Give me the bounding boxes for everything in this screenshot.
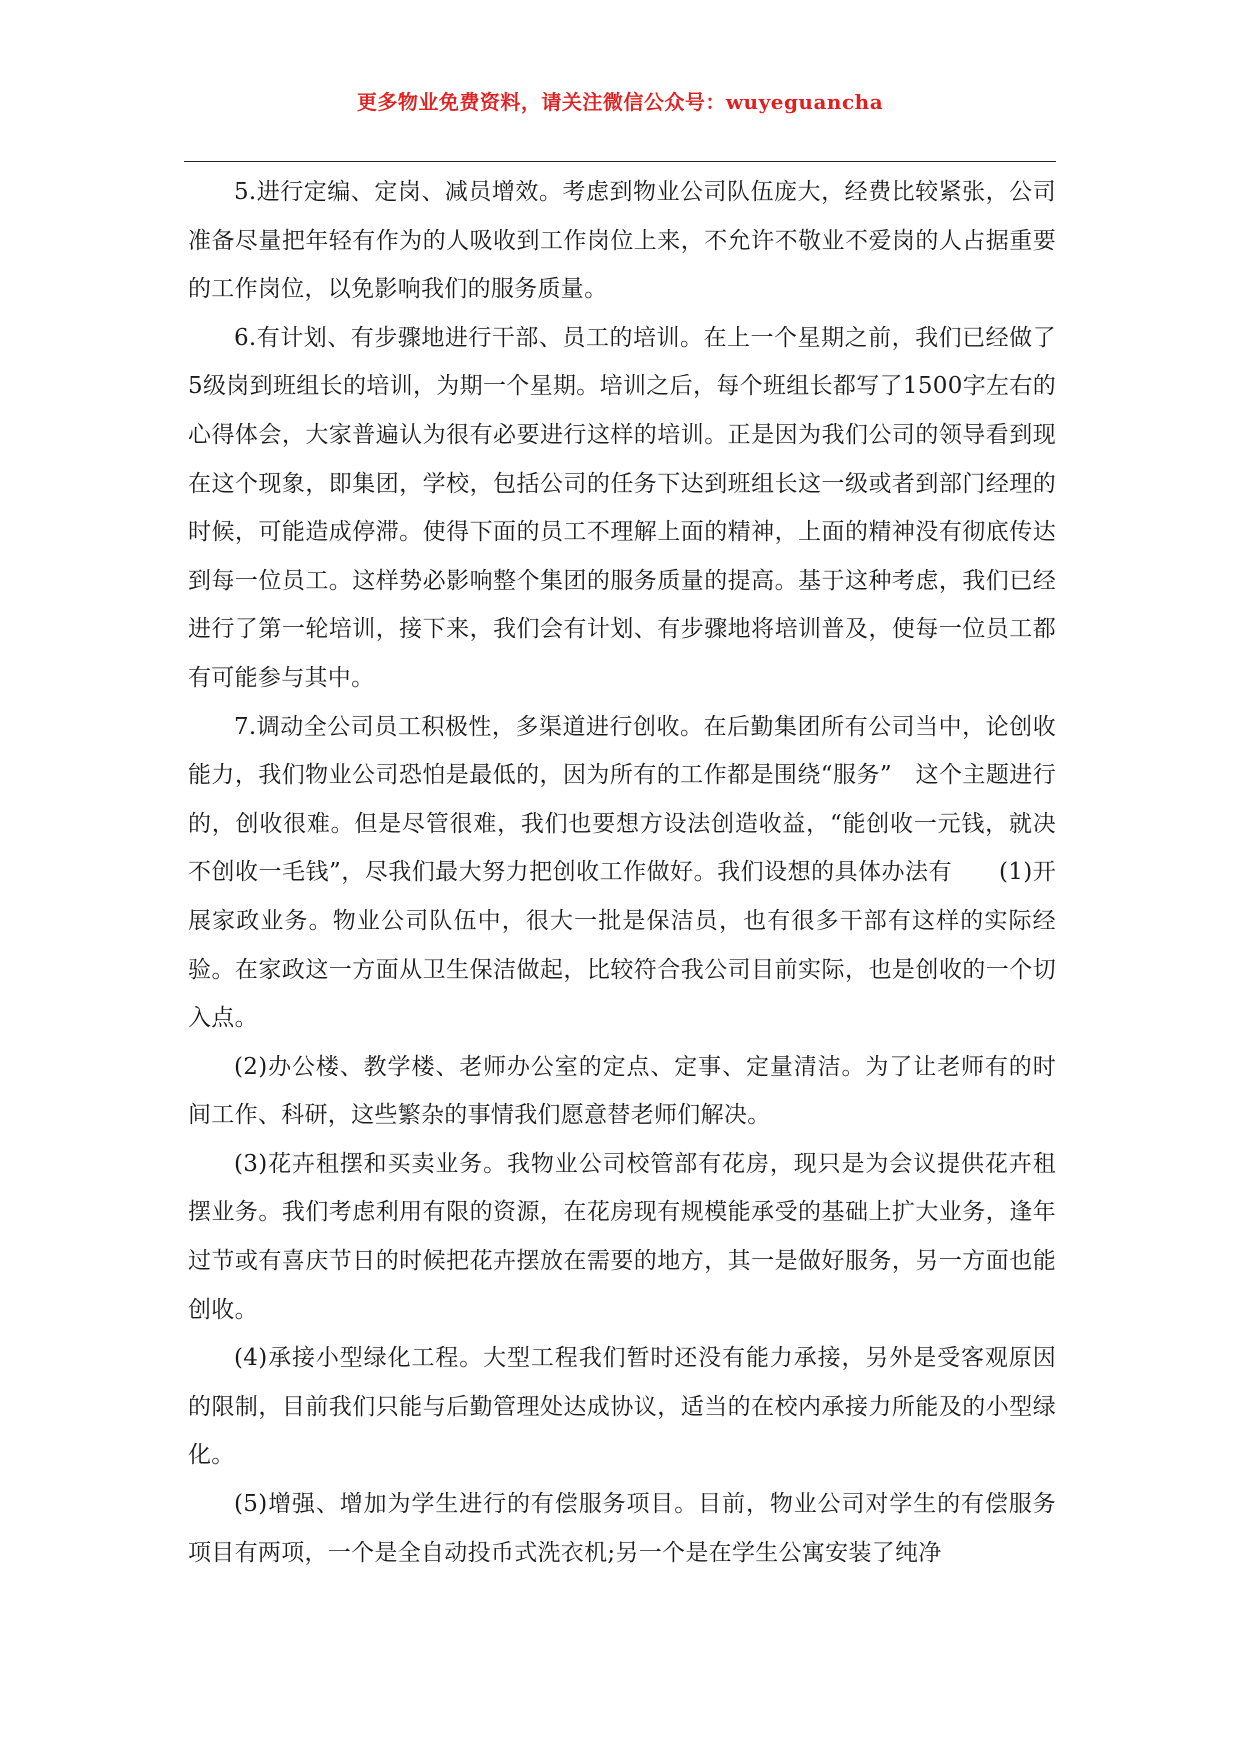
paragraph-subitem-5: (5)增强、增加为学生进行的有偿服务项目。目前，物业公司对学生的有偿服务项目有两项，一个是全自动投币式洗衣机;另一个是在学生公寓安装了纯净 [188, 1491, 1056, 1566]
paragraph-subitem-3: (3)花卉租摆和买卖业务。我物业公司校管部有花房，现只是为会议提供花卉租摆业务。我们考虑利用有限的资源，在花房现有规模能承受的基础上扩大业务，逢年过节或有喜庆节日的时候把花卉摆放在需要的地方，其一是做好服务，另一方面也能创收。 [188, 1150, 1056, 1323]
paragraph-subitem-2: (2)办公楼、教学楼、老师办公室的定点、定事、定量清洁。为了让老师有的时间工作、科研，这些繁杂的事情我们愿意替老师们解决。 [188, 1053, 1056, 1129]
document-body [188, 168, 1056, 1577]
paragraph-subitem-4: (4)承接小型绿化工程。大型工程我们暂时还没有能力承接，另外是受客观原因的限制，目前我们只能与后勤管理处达成协议，适当的在校内承接力所能及的小型绿化。 [188, 1345, 1056, 1469]
promo-header: 更多物业免费资料，请关注微信公众号：wuyeguancha [356, 90, 884, 114]
paragraph-item-7: 7.调动全公司员工积极性，多渠道进行创收。在后勤集团所有公司当中，论创收能力，我们物业公司恐怕是最低的，因为所有的工作都是围绕“服务” 这个主题进行的，创收很难。但是尽管很难，我们也要想方设法创造收益，“能创收一元钱，就决不创收一毛钱”，尽我们最大努力把创收工作做好。我们设想的具体办法有 (1)开展家政业务。物业公司队伍中，很大一批是保洁员，也有很多干部有这样的实际经验。在家政这一方面从卫生保洁做起，比较符合我公司目前实际，也是创收的一个切入点。 [188, 713, 1056, 1032]
paragraph-item-6: 6.有计划、有步骤地进行干部、员工的培训。在上一个星期之前，我们已经做了5级岗到班组长的培训，为期一个星期。培训之后，每个班组长都写了1500字左右的心得体会，大家普遍认为很有必要进行这样的培训。正是因为我们公司的领导看到现在这个现象，即集团，学校，包括公司的任务下达到班组长这一级或者到部门经理的时候，可能造成停滞。使得下面的员工不理解上面的精神，上面的精神没有彻底传达到每一位员工。这样势必影响整个集团的服务质量的提高。基于这种考虑，我们已经进行了第一轮培训，接下来，我们会有计划、有步骤地将培训普及，使每一位员工都有可能参与其中。 [188, 324, 1056, 691]
paragraph-item-5: 5.进行定编、定岗、减员增效。考虑到物业公司队伍庞大，经费比较紧张，公司准备尽量把年轻有作为的人吸收到工作岗位上来，不允许不敬业不爱岗的人占据重要的工作岗位，以免影响我们的服务质量。 [188, 179, 1056, 303]
header-divider [184, 161, 1056, 162]
